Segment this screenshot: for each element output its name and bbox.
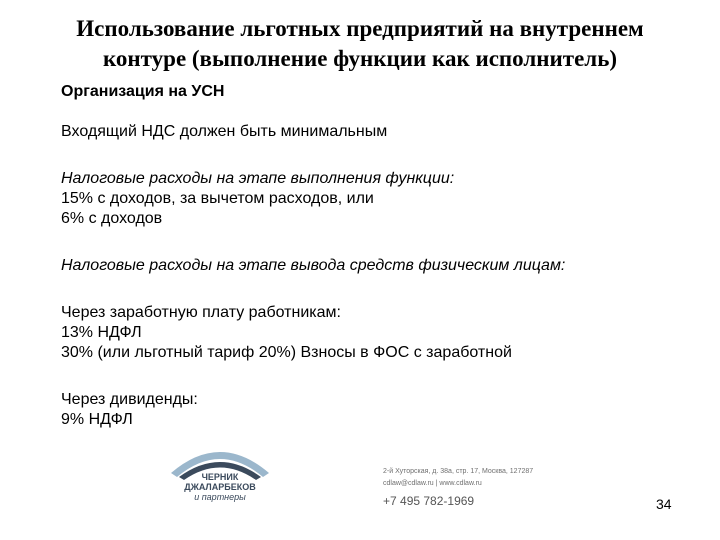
salary-heading: Через заработную плату работникам: xyxy=(61,304,341,321)
withdraw-heading: Налоговые расходы на этапе вывода средств физическим лицам: xyxy=(61,257,566,274)
logo-line-1: ЧЕРНИК xyxy=(201,472,239,482)
dividends-line-1: 9% НДФЛ xyxy=(61,411,133,428)
salary-line-2: 30% (или льготный тариф 20%) Взносы в ФОС с заработной xyxy=(61,344,512,361)
phone: +7 495 782-1969 xyxy=(383,494,475,508)
organization-heading: Организация на УСН xyxy=(61,83,225,100)
tax-stage-heading: Налоговые расходы на этапе выполнения функции: xyxy=(61,170,455,187)
tax-stage-line-2: 6% с доходов xyxy=(61,210,163,227)
contact-block xyxy=(383,466,533,509)
title-line-2: контуре (выполнение функции как исполнитель) xyxy=(102,46,618,71)
title-line-1: Использование льготных предприятий на внутреннем xyxy=(76,16,644,41)
page-number: 34 xyxy=(656,496,672,512)
dividends-heading: Через дивиденды: xyxy=(61,391,198,408)
web-contacts: cdlaw@cdlaw.ru | www.cdlaw.ru xyxy=(383,480,482,487)
logo-text xyxy=(165,472,275,502)
slide-body xyxy=(61,82,701,430)
vat-note: Входящий НДС должен быть минимальным xyxy=(61,123,388,140)
salary-line-1: 13% НДФЛ xyxy=(61,324,142,341)
tax-stage-line-1: 15% с доходов, за вычетом расходов, или xyxy=(61,190,374,207)
logo-line-3: и партнеры xyxy=(194,492,246,502)
address: 2-й Хуторская, д. 38а, стр. 17, Москва, 127287 xyxy=(383,468,534,475)
logo-line-2: ДЖАЛАРБЕКОВ xyxy=(184,482,256,492)
slide-title xyxy=(40,14,680,74)
